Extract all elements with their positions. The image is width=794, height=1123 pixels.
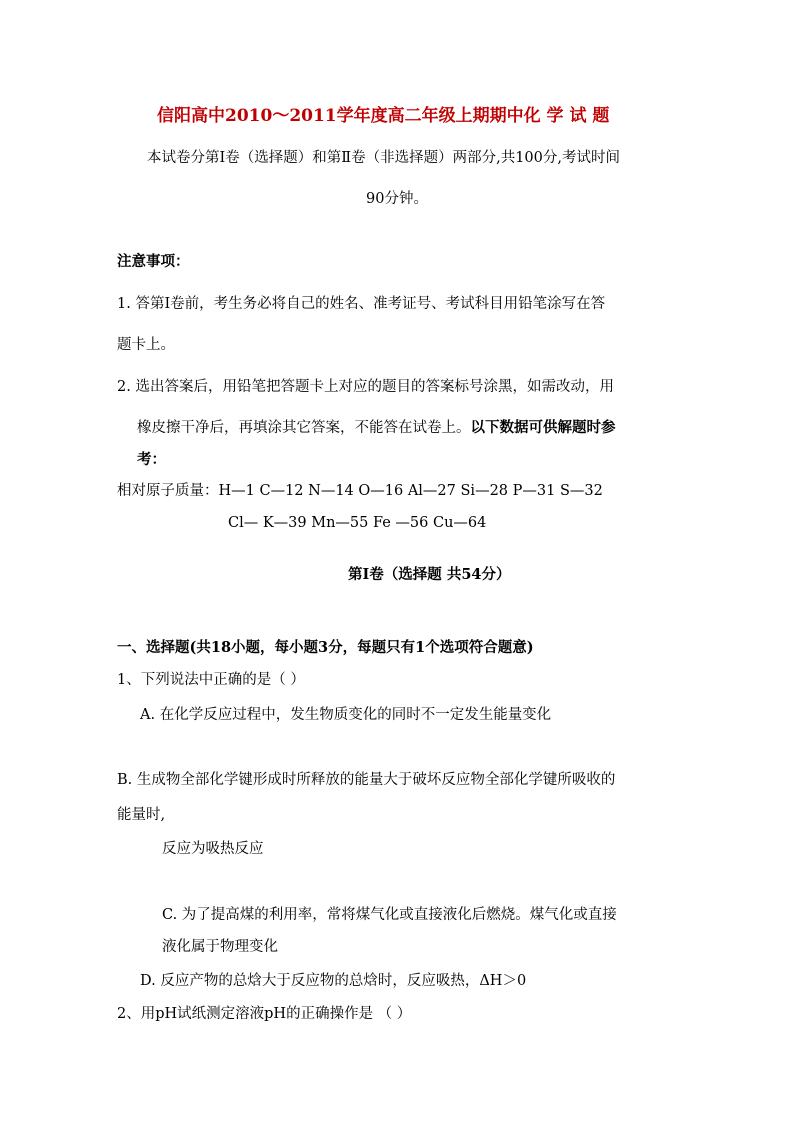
notice-2-line-1: 2. 选出答案后，用铅笔把答题卡上对应的题目的答案标号涂黑，如需改动，用 [117, 379, 614, 395]
question-1-option-a: A. 在化学反应过程中，发生物质变化的同时不一定发生能量变化 [140, 707, 552, 723]
intro-line-1: 本试卷分第Ⅰ卷（选择题）和第Ⅱ卷（非选择题）两部分,共100分,考试时间 [147, 150, 620, 166]
question-1-option-d: D. 反应产物的总焓大于反应物的总焓时，反应吸热，ΔH＞0 [140, 973, 527, 989]
atomic-masses-line-2: Cl— K—39 Mn—55 Fe —56 Cu—64 [228, 515, 487, 531]
notice-2-line-3: 考： [137, 451, 166, 468]
notice-1-line-1: 1. 答第Ⅰ卷前，考生务必将自己的姓名、准考证号、考试科目用铅笔涂写在答 [117, 296, 606, 312]
question-2-stem: 2、用pH试纸测定溶液pH的正确操作是 （ ） [117, 1006, 412, 1022]
section-heading: 第Ⅰ卷（选择题 共54分） [348, 566, 511, 583]
notice-2-line-2-regular: 橡皮擦干净后，再填涂其它答案，不能答在试卷上。 [137, 420, 471, 436]
exam-title: 信阳高中2010～2011学年度高二年级上期期中化 学 试 题 [157, 106, 610, 126]
question-1-option-b-line-1: B. 生成物全部化学键形成时所释放的能量大于破坏反应物全部化学键所吸收的 [117, 772, 616, 788]
notice-2-line-2 [137, 418, 616, 438]
notice-heading: 注意事项： [117, 253, 190, 270]
question-1-option-b-line-2: 能量时, [117, 807, 166, 823]
intro-line-2: 90分钟。 [366, 191, 428, 207]
part-heading: 一、选择题(共18小题，每小题3分，每题只有1个选项符合题意) [117, 639, 534, 656]
question-1-option-b-line-3: 反应为吸热反应 [162, 841, 264, 857]
atomic-masses-line-1: 相对原子质量：H—1 C—12 N—14 O—16 Al—27 Si—28 P—31 S—32 [117, 483, 603, 499]
notice-2-line-2-bold: 以下数据可供解题时参 [470, 419, 616, 436]
question-1-option-c-line-1: C. 为了提高煤的利用率，常将煤气化或直接液化后燃烧。煤气化或直接 [162, 907, 617, 923]
notice-1-line-2: 题卡上。 [117, 337, 175, 353]
question-1-option-c-line-2: 液化属于物理变化 [162, 939, 278, 955]
question-1-stem: 1、下列说法中正确的是（ ） [117, 672, 305, 688]
